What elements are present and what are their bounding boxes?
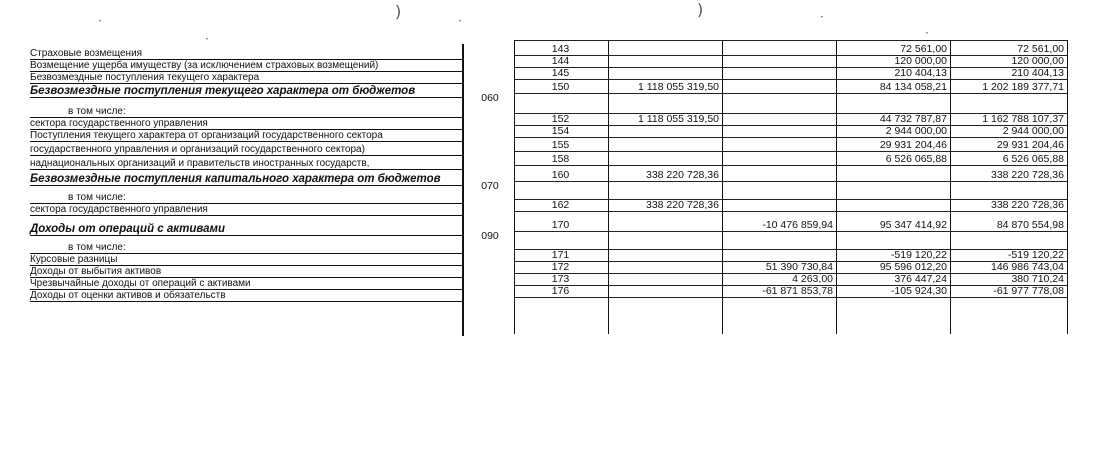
row-name: Доходы от операций с активами bbox=[30, 223, 226, 235]
row-divider bbox=[30, 141, 462, 142]
row-code: 162 bbox=[551, 199, 570, 211]
row-divider bbox=[514, 165, 1068, 166]
table-border bbox=[514, 40, 1068, 41]
scan-artifact: ) bbox=[697, 0, 704, 19]
amount-cell: 120 000,00 bbox=[894, 55, 947, 67]
amount-cell: 1 202 189 377,71 bbox=[982, 81, 1064, 93]
row-code: 145 bbox=[551, 67, 570, 79]
row-divider bbox=[514, 137, 1068, 138]
row-name: Поступления текущего характера от организаций государственного сектора bbox=[30, 130, 383, 141]
row-code: 143 bbox=[551, 43, 570, 55]
amount-cell: 146 986 743,04 bbox=[991, 261, 1064, 273]
row-name: сектора государственного управления bbox=[30, 118, 208, 129]
line-code: 090 bbox=[481, 230, 499, 242]
row-code: 154 bbox=[551, 125, 570, 137]
scan-artifact: · bbox=[820, 10, 824, 24]
row-divider bbox=[514, 181, 1068, 182]
amount-cell: 6 526 065,88 bbox=[885, 153, 947, 165]
row-divider bbox=[514, 93, 1068, 94]
row-names-column bbox=[30, 44, 462, 336]
row-divider bbox=[514, 231, 1068, 232]
row-divider bbox=[30, 215, 462, 216]
amount-cell: -519 120,22 bbox=[890, 249, 947, 261]
row-divider bbox=[30, 185, 462, 186]
row-divider bbox=[514, 211, 1068, 212]
row-name: Страховые возмещения bbox=[30, 48, 143, 59]
row-code: 158 bbox=[551, 153, 570, 165]
scan-artifact: ) bbox=[395, 2, 402, 21]
row-name: Чрезвычайные доходы от операций с активами bbox=[30, 278, 251, 289]
row-divider bbox=[514, 151, 1068, 152]
row-code: 160 bbox=[551, 169, 570, 181]
scan-artifact: · bbox=[925, 26, 929, 40]
amount-cell: 210 404,13 bbox=[1011, 67, 1064, 79]
amount-cell: -105 924,30 bbox=[890, 285, 947, 297]
table-border bbox=[950, 40, 951, 334]
row-divider bbox=[30, 301, 462, 302]
table-border bbox=[1067, 40, 1068, 334]
table-border bbox=[836, 40, 837, 334]
row-name: Доходы от оценки активов и обязательств bbox=[30, 290, 226, 301]
row-divider bbox=[514, 79, 1068, 80]
row-code: 144 bbox=[551, 55, 570, 67]
line-code: 060 bbox=[481, 92, 499, 104]
amount-cell: 95 347 414,92 bbox=[879, 219, 947, 231]
row-divider bbox=[30, 97, 462, 98]
row-name: в том числе: bbox=[68, 242, 126, 253]
amount-cell: 95 596 012,20 bbox=[879, 261, 947, 273]
amount-cell: 338 220 728,36 bbox=[646, 169, 719, 181]
amount-cell: -61 871 853,78 bbox=[762, 285, 833, 297]
row-name: Безвозмездные поступления текущего характера bbox=[30, 72, 260, 83]
amount-cell: 1 118 055 319,50 bbox=[638, 113, 719, 125]
row-code: 173 bbox=[551, 273, 570, 285]
amount-cell: 380 710,24 bbox=[1011, 273, 1064, 285]
row-divider bbox=[30, 83, 462, 84]
row-name: Курсовые разницы bbox=[30, 254, 118, 265]
row-name: Доходы от выбытия активов bbox=[30, 266, 162, 277]
line-code-column bbox=[468, 44, 512, 336]
amount-cell: 44 732 787,87 bbox=[879, 113, 947, 125]
amount-cell: 72 561,00 bbox=[900, 43, 947, 55]
amount-cell: 84 134 058,21 bbox=[879, 81, 947, 93]
amount-cell: 2 944 000,00 bbox=[1002, 125, 1064, 137]
row-name: Безвозмездные поступления текущего характера от бюджетов bbox=[30, 85, 416, 97]
table-border bbox=[514, 40, 515, 334]
amount-cell: 84 870 554,98 bbox=[996, 219, 1064, 231]
scan-artifact: · bbox=[458, 14, 462, 28]
amount-cell: 1 162 788 107,37 bbox=[982, 113, 1064, 125]
amount-cell: 338 220 728,36 bbox=[991, 169, 1064, 181]
table-border bbox=[608, 40, 609, 334]
row-code: 171 bbox=[551, 249, 570, 261]
amount-cell: 210 404,13 bbox=[894, 67, 947, 79]
amount-cell: 2 944 000,00 bbox=[885, 125, 947, 137]
row-name: сектора государственного управления bbox=[30, 204, 208, 215]
amount-cell: 1 118 055 319,50 bbox=[638, 81, 719, 93]
amount-cell: -61 977 778,08 bbox=[993, 285, 1064, 297]
row-divider bbox=[30, 155, 462, 156]
amount-cell: 29 931 204,46 bbox=[879, 139, 947, 151]
row-name: в том числе: bbox=[68, 106, 126, 117]
row-code: 155 bbox=[551, 139, 570, 151]
row-code: 152 bbox=[551, 113, 570, 125]
amount-cell: 29 931 204,46 bbox=[996, 139, 1064, 151]
amount-cell: 72 561,00 bbox=[1017, 43, 1064, 55]
amount-cell: 4 263,00 bbox=[792, 273, 833, 285]
row-code: 172 bbox=[551, 261, 570, 273]
scan-artifact: · bbox=[205, 32, 209, 46]
scan-artifact: · bbox=[98, 14, 102, 28]
row-name: Безвозмездные поступления капитального характера от бюджетов bbox=[30, 173, 441, 185]
amount-cell: 338 220 728,36 bbox=[991, 199, 1064, 211]
amount-cell: -519 120,22 bbox=[1007, 249, 1064, 261]
row-code: 170 bbox=[551, 219, 570, 231]
column-divider bbox=[462, 44, 464, 336]
row-code: 150 bbox=[551, 81, 570, 93]
row-divider bbox=[30, 235, 462, 236]
row-name: Возмещение ущерба имуществу (за исключением страховых возмещений) bbox=[30, 60, 379, 71]
row-divider bbox=[514, 297, 1068, 298]
amount-cell: -10 476 859,94 bbox=[762, 219, 833, 231]
amount-cell: 120 000,00 bbox=[1011, 55, 1064, 67]
row-name: в том числе: bbox=[68, 192, 126, 203]
row-code: 176 bbox=[551, 285, 570, 297]
line-code: 070 bbox=[481, 180, 499, 192]
row-name: наднациональных организаций и правительств иностранных государств, bbox=[30, 158, 370, 169]
values-table bbox=[514, 40, 1068, 334]
table-border bbox=[722, 40, 723, 334]
amount-cell: 6 526 065,88 bbox=[1002, 153, 1064, 165]
amount-cell: 51 390 730,84 bbox=[765, 261, 833, 273]
row-divider bbox=[30, 169, 462, 170]
row-name: государственного управления и организаций государственного сектора) bbox=[30, 144, 365, 155]
amount-cell: 376 447,24 bbox=[894, 273, 947, 285]
amount-cell: 338 220 728,36 bbox=[646, 199, 719, 211]
